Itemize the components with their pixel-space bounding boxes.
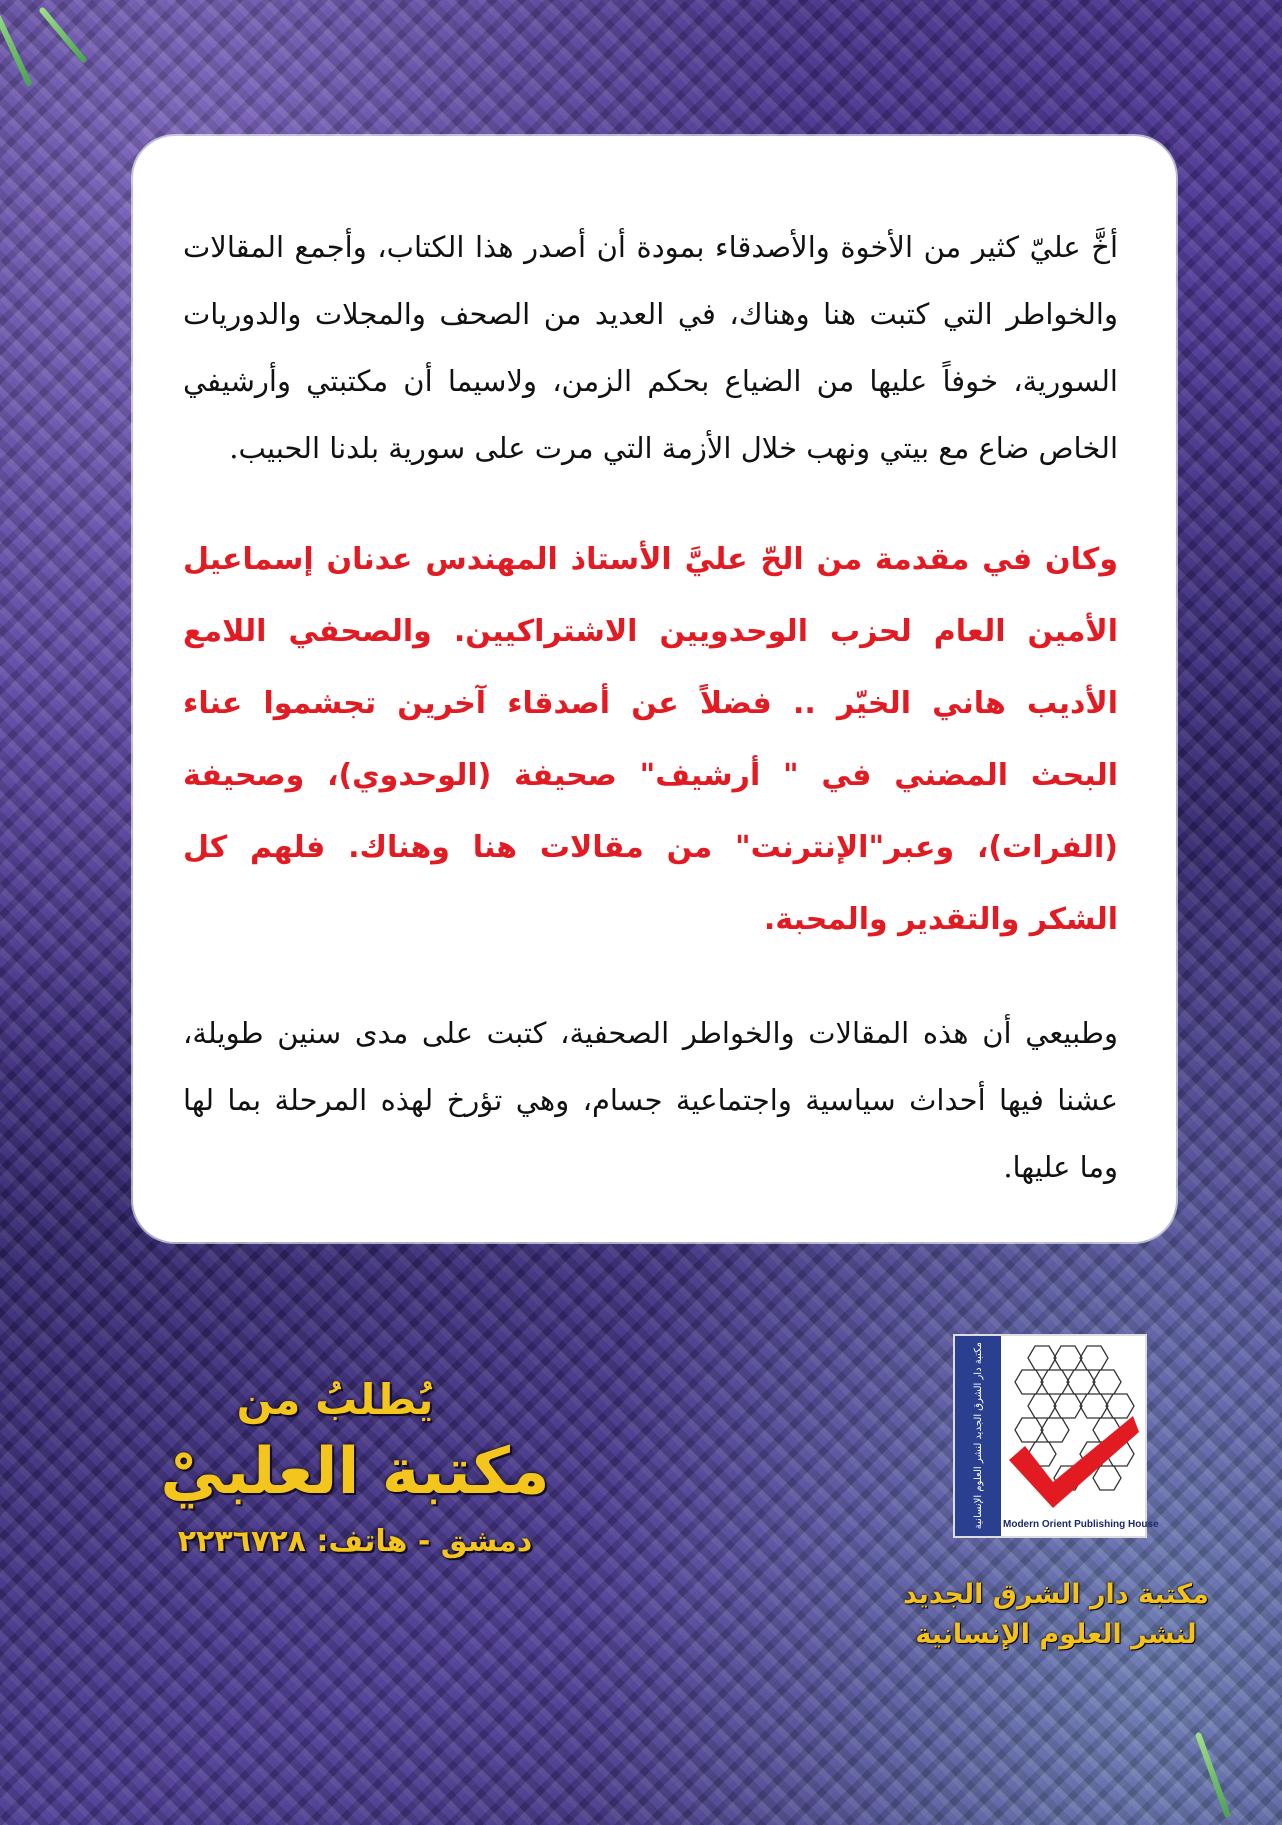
logo-side-strip: [955, 1336, 1001, 1536]
store-name: مكتبة العلبيْ: [160, 1435, 550, 1509]
text-panel: [133, 136, 1176, 1242]
grass-decoration: [1195, 1732, 1231, 1819]
hexagon-check-icon: [1005, 1342, 1141, 1518]
grass-decoration: [38, 6, 88, 63]
logo-side-text: مكتبة دار الشرق الجديد لنشر العلوم الإنسانية: [972, 1342, 984, 1530]
store-tagline: يُطلبُ من: [236, 1375, 434, 1424]
intro-paragraph: أخَّ عليّ كثير من الأخوة والأصدقاء بمودة أن أصدر هذا الكتاب، وأجمع المقالات والخواطر التي كتبت هنا وهناك، في العديد من الصحف والمجلات والدوريات السورية، خوفاً عليها من الضياع بحكم الزمن، ولاسيما أن مكتبتي وأرشيفي الخاص ضاع مع بيتي ونهب خلال الأزمة التي مرت على سورية بلدنا الحبيب.: [183, 230, 1118, 465]
thanks-paragraph: وكان في مقدمة من الحّ عليَّ الأستاذ المهندس عدنان إسماعيل الأمين العام لحزب الوحدويين الاشتراكيين. والصحفي اللامع الأديب هاني الخيّر .. فضلاً عن أصدقاء آخرين تجشموا عناء البحث المضني في " أرشيف" صحيفة (الوحدوي)، وصحيفة (الفرات)، وعبر"الإنترنت" من مقالات هنا وهناك. فلهم كل الشكر والتقدير والمحبة.: [183, 542, 1118, 937]
phone-number: ٢٢٣٦٧٢٨: [177, 1524, 306, 1559]
logo-english-name: Modern Orient Publishing House: [1003, 1519, 1159, 1530]
store-phone: [120, 1518, 590, 1566]
publisher-logo: [953, 1334, 1159, 1538]
closing-paragraph: وطبيعي أن هذه المقالات والخواطر الصحفية، كتبت على مدى سنين طويلة، عشنا فيها أحداث سياسية واجتماعية جسام، وهي تؤرخ لهذه المرحلة بما لها وما عليها.: [183, 1016, 1118, 1184]
publisher-name-line1: مكتبة دار الشرق الجديد: [903, 1579, 1209, 1610]
publisher-name: [900, 1575, 1212, 1655]
store-info: [120, 1370, 590, 1566]
publisher-name-line2: لنشر العلوم الإنسانية: [915, 1619, 1197, 1650]
phone-label: دمشق - هاتف:: [316, 1524, 533, 1559]
grass-decoration: [0, 3, 33, 87]
